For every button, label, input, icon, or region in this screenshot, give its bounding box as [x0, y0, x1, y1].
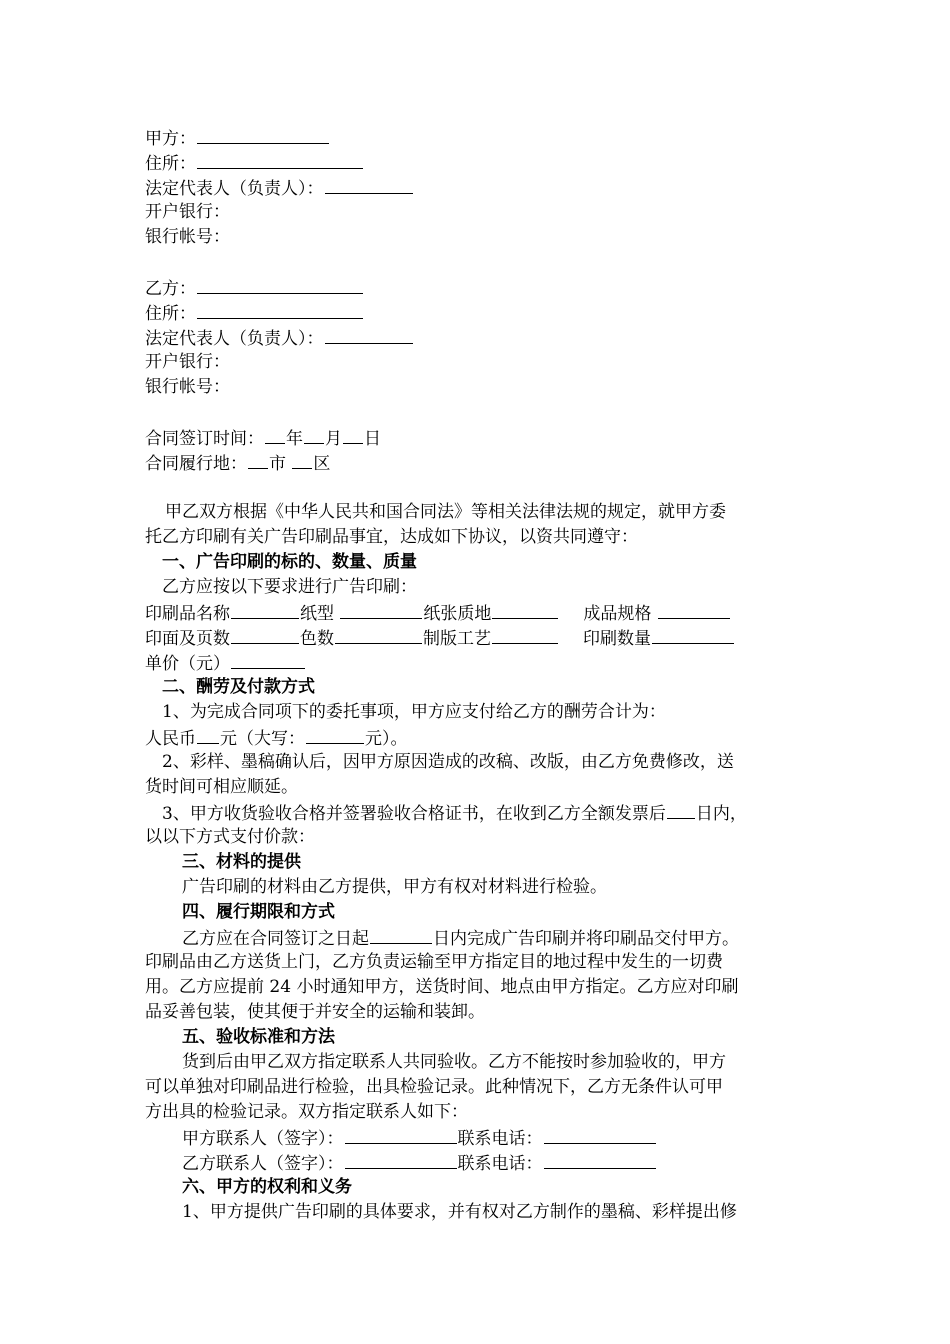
month-label: 月: [325, 429, 342, 449]
paper-quality-blank: [492, 600, 558, 619]
section-2-p2-line-1: 2、彩样、墨稿确认后，因甲方原因造成的改稿、改版，由乙方免费修改，送: [162, 752, 734, 772]
party-a-phone-blank: [544, 1125, 656, 1144]
party-b-contact-line: [182, 1150, 657, 1174]
spec-blank: [658, 600, 730, 619]
quantity-blank: [652, 625, 734, 644]
delivery-days-blank: [370, 925, 432, 944]
party-b-rep-label: 法定代表人（负责人）：: [145, 329, 324, 349]
section-5-line-3: 方出具的检验记录。双方指定联系人如下：: [145, 1102, 468, 1122]
section-4-line-4: 品妥善包装，使其便于并安全的运输和装卸。: [145, 1002, 485, 1022]
party-a-contact-line: [182, 1125, 657, 1149]
party-b-address-label: 住所：: [145, 304, 196, 324]
signing-time-label: 合同签订时间：: [145, 429, 264, 449]
party-a-contact-blank: [345, 1125, 457, 1144]
rmb-blank: [197, 725, 219, 744]
party-a-name-line: [145, 125, 330, 149]
unit-price-blank: [231, 650, 305, 669]
party-b-phone-blank: [544, 1150, 656, 1169]
signing-place-line: [145, 450, 330, 474]
party-b-rep-blank: [325, 325, 413, 344]
section-6-heading: 六、甲方的权利和义务: [182, 1177, 352, 1197]
colors-blank: [335, 625, 422, 644]
section-4-line-1: [182, 925, 739, 949]
party-a-address-label: 住所：: [145, 154, 196, 174]
city-blank: [248, 450, 268, 469]
party-a-phone-label: 联系电话：: [457, 1129, 543, 1149]
party-b-name-blank: [197, 275, 363, 294]
section-2-p3-text-b: 日内，: [695, 804, 747, 824]
section-5-heading: 五、验收标准和方法: [182, 1027, 335, 1047]
party-b-name-line: [145, 275, 364, 299]
party-a-rep-label: 法定代表人（负责人）：: [145, 179, 324, 199]
party-b-rep-line: [145, 325, 414, 349]
section-2-p3-text-a: 3、甲方收货验收合格并签署验收合格证书，在收到乙方全额发票后: [162, 804, 666, 824]
unit-price-line: [145, 650, 306, 674]
party-a-bank-line: 开户银行：: [145, 202, 230, 222]
yuan-label: 元（大写：: [220, 729, 305, 749]
paper-type-label: 纸型: [300, 604, 334, 624]
paper-quality-label: 纸张质地: [423, 604, 492, 624]
section-2-heading: 二、酬劳及付款方式: [162, 677, 315, 697]
day-label: 日: [364, 429, 381, 449]
section-2-p1: 1、为完成合同项下的委托事项，甲方应支付给乙方的酬劳合计为：: [162, 702, 666, 722]
pages-label: 印面及页数: [145, 629, 230, 649]
party-b-contact-label: 乙方联系人（签字）：: [182, 1154, 344, 1174]
party-b-phone-label: 联系电话：: [457, 1154, 543, 1174]
preamble-line-2: 托乙方印刷有关广告印刷品事宜，达成如下协议，以资共同遵守：: [145, 527, 638, 547]
city-label: 市: [269, 454, 286, 474]
section-1-intro: 乙方应按以下要求进行广告印刷：: [162, 577, 417, 597]
year-label: 年: [286, 429, 303, 449]
yuan-end-label: 元）。: [365, 729, 408, 749]
day-blank: [343, 425, 363, 444]
preamble-line-1: 甲乙双方根据《中华人民共和国合同法》等相关法律法规的规定，就甲方委: [165, 502, 726, 522]
section-1-heading: 一、广告印刷的标的、数量、质量: [162, 552, 417, 572]
rmb-line: [145, 725, 408, 749]
print-name-label: 印刷品名称: [145, 604, 230, 624]
section-4-text-b: 日内完成广告印刷并将印刷品交付甲方。: [433, 929, 739, 949]
section-3-heading: 三、材料的提供: [182, 852, 301, 872]
signing-time-line: [145, 425, 381, 449]
party-a-account-line: 银行帐号：: [145, 227, 230, 247]
party-b-account-line: 银行帐号：: [145, 377, 230, 397]
rmb-label: 人民币: [145, 729, 196, 749]
pages-blank: [231, 625, 299, 644]
section-4-line-3: 用。乙方应提前 24 小时通知甲方，送货时间、地点由甲方指定。乙方应对印刷: [145, 977, 739, 997]
section-4-text-a: 乙方应在合同签订之日起: [182, 929, 369, 949]
party-b-bank-line: 开户银行：: [145, 352, 230, 372]
party-a-rep-line: [145, 175, 414, 199]
spec-row-1: [145, 600, 731, 624]
party-a-contact-label: 甲方联系人（签字）：: [182, 1129, 344, 1149]
party-a-rep-blank: [325, 175, 413, 194]
party-a-name-blank: [197, 125, 329, 144]
party-a-address-blank: [197, 150, 363, 169]
section-4-heading: 四、履行期限和方式: [182, 902, 335, 922]
payment-days-blank: [667, 800, 695, 819]
section-5-line-2: 可以单独对印刷品进行检验，出具检验记录。此种情况下，乙方无条件认可甲: [145, 1077, 723, 1097]
colors-label: 色数: [300, 629, 334, 649]
process-blank: [492, 625, 558, 644]
party-b-contact-blank: [345, 1150, 457, 1169]
district-blank: [292, 450, 312, 469]
spec-row-2: [145, 625, 735, 649]
section-3-text: 广告印刷的材料由乙方提供，甲方有权对材料进行检验。: [182, 877, 607, 897]
process-label: 制版工艺: [423, 629, 491, 649]
year-blank: [265, 425, 285, 444]
party-b-address-line: [145, 300, 364, 324]
section-6-line-1: 1、甲方提供广告印刷的具体要求，并有权对乙方制作的墨稿、彩样提出修: [182, 1202, 737, 1222]
signing-place-label: 合同履行地：: [145, 454, 247, 474]
district-label: 区: [313, 454, 331, 474]
party-b-name-label: 乙方：: [145, 279, 196, 299]
quantity-label: 印刷数量: [583, 629, 651, 649]
party-b-address-blank: [197, 300, 363, 319]
paper-type-blank: [340, 600, 422, 619]
party-a-address-line: [145, 150, 364, 174]
section-2-p3-line-1: [162, 800, 747, 824]
unit-price-label: 单价（元）: [145, 654, 230, 674]
month-blank: [304, 425, 324, 444]
section-4-line-2: 印刷品由乙方送货上门，乙方负责运输至甲方指定目的地过程中发生的一切费: [145, 952, 723, 972]
section-2-p2-line-2: 货时间可相应顺延。: [145, 777, 298, 797]
capital-amount-blank: [306, 725, 364, 744]
spec-label: 成品规格: [583, 604, 652, 624]
section-2-p3-line-2: 以以下方式支付价款：: [145, 827, 315, 847]
section-5-line-1: 货到后由甲乙双方指定联系人共同验收。乙方不能按时参加验收的，甲方: [182, 1052, 726, 1072]
party-a-name-label: 甲方：: [145, 129, 196, 149]
print-name-blank: [231, 600, 299, 619]
